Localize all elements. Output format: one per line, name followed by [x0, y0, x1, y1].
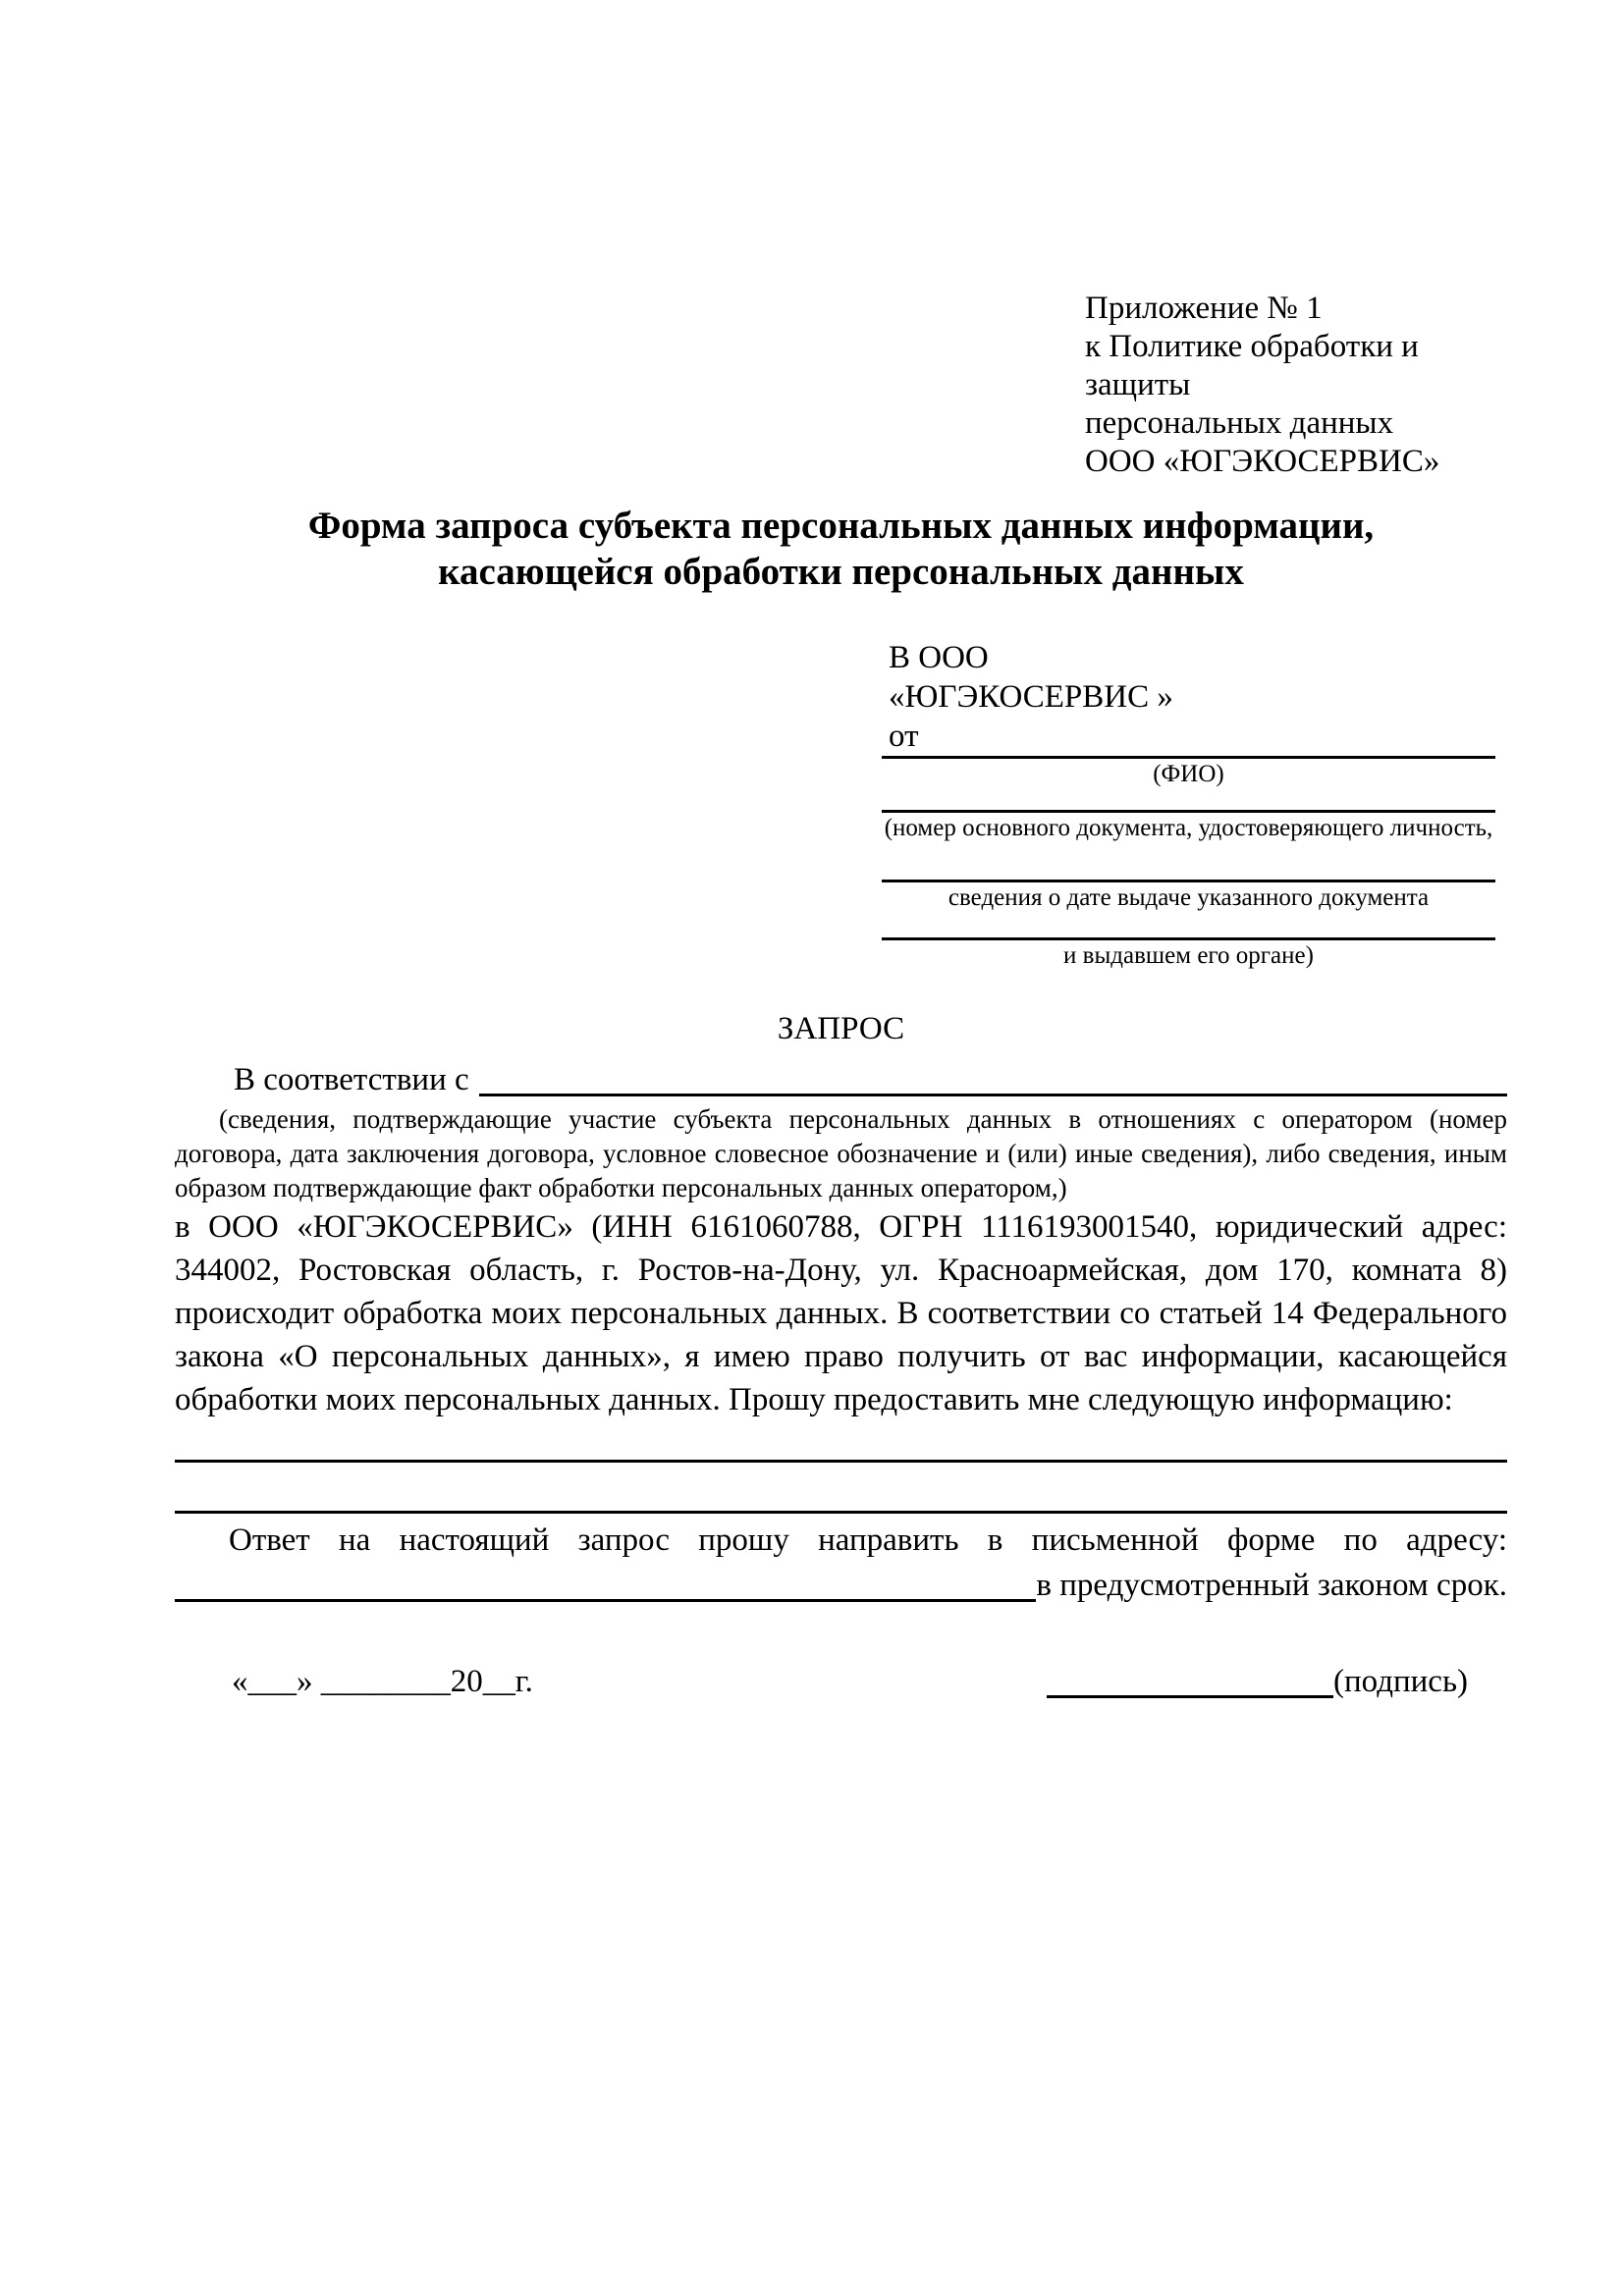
document-date-blank-line[interactable]	[882, 843, 1495, 882]
signature-blank-line[interactable]	[1047, 1695, 1333, 1698]
document-number-blank-line[interactable]	[882, 789, 1495, 813]
addressee-block	[889, 638, 1507, 756]
answer-suffix: в предусмотренный законом срок.	[1036, 1568, 1507, 1603]
answer-paragraph: Ответ на настоящий запрос прошу направить в письменной форме по адресу:	[229, 1522, 1507, 1558]
addressee-line-to: В ООО	[889, 640, 989, 675]
addressee-line-from: от	[889, 719, 919, 754]
appendix-line-personal-data: персональных данных	[1085, 405, 1394, 441]
document-title-line-2: касающейся обработки персональных данных	[438, 551, 1244, 593]
document-issuer-blank-line[interactable]	[882, 913, 1495, 940]
appendix-line-company: ООО «ЮГЭКОСЕРВИС»	[1085, 444, 1440, 479]
document-number-caption: (номер основного документа, удостоверяющего личность,	[884, 815, 1493, 841]
answer-address-line	[175, 1563, 1507, 1608]
request-basis-blank-line[interactable]	[479, 1094, 1507, 1096]
document-issuer-field	[882, 913, 1495, 971]
appendix-line-policy: к Политике обработки и защиты	[1085, 329, 1419, 402]
identity-form-fields	[882, 756, 1495, 971]
fio-caption: (ФИО)	[1153, 761, 1224, 787]
signature-group	[1047, 1659, 1468, 1704]
requested-info-blank-line-1[interactable]	[175, 1421, 1507, 1463]
request-intro-prefix: В соответствии с	[234, 1062, 469, 1097]
date-signature-row	[175, 1659, 1507, 1704]
document-date-field	[882, 843, 1495, 913]
request-body-paragraph: в ООО «ЮГЭКОСЕРВИС» (ИНН 6161060788, ОГРН 1116193001540, юридический адрес: 344002, Ростовская область, г. Ростов-на-Дону, ул. Красноармейская, дом 170, комната 8) происходит обработка моих персональных данных. В соответствии со статьей 14 Федерального закона «О персональных данных», я имею право получить от вас информации, касающейся обработки моих персональных данных. Прошу предоставить мне следующую информацию:	[175, 1209, 1507, 1417]
signature-caption: (подпись)	[1333, 1664, 1468, 1699]
document-number-field	[882, 789, 1495, 843]
appendix-header	[1085, 290, 1507, 481]
request-basis-note: (сведения, подтверждающие участие субъекта персональных данных в отношениях с оператором (номер договора, дата заключения договора, условное словесное обозначение и (или) иные сведения), либо сведения, иным образом подтверждающие факт обработки персональных данных оператором,)	[175, 1104, 1507, 1202]
date-field[interactable]: «___» ________20__г.	[232, 1664, 533, 1699]
document-issuer-caption: и выдавшем его органе)	[1063, 942, 1314, 969]
answer-address-blank-line[interactable]	[175, 1599, 1036, 1602]
document-title	[175, 503, 1507, 595]
request-intro-line	[175, 1057, 1507, 1102]
document-date-caption: сведения о дате выдаче указанного документа	[947, 884, 1430, 911]
appendix-line-number: Приложение № 1	[1085, 291, 1323, 326]
request-heading: ЗАПРОС	[777, 1011, 905, 1046]
document-title-line-1: Форма запроса субъекта персональных данных информации,	[307, 505, 1375, 547]
fio-field	[882, 756, 1495, 789]
requested-info-blank-line-2[interactable]	[175, 1463, 1507, 1514]
addressee-line-company: «ЮГЭКОСЕРВИС »	[889, 679, 1173, 715]
